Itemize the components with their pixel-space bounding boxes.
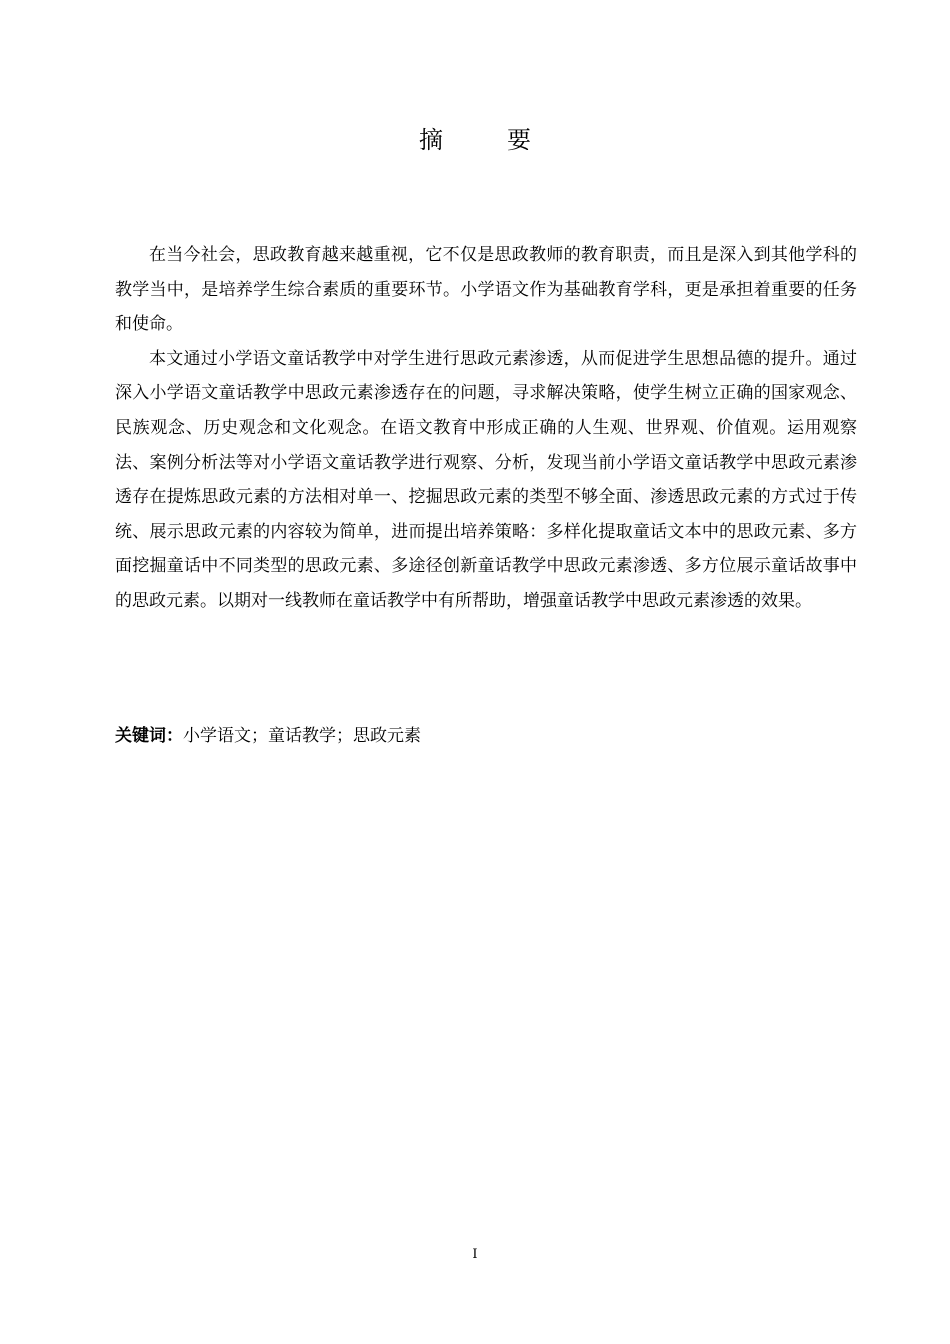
keywords-value: 小学语文；童话教学；思政元素 — [183, 726, 421, 746]
keywords-line — [115, 719, 857, 753]
page-title: 摘 要 — [419, 126, 551, 154]
keywords-label: 关键词： — [115, 726, 183, 746]
abstract-paragraph-1: 在当今社会，思政教育越来越重视，它不仅是思政教师的教育职责，而且是深入到其他学科的教学当中，是培养学生综合素质的重要环节。小学语文作为基础教育学科，更是承担着重要的任务和使命。 — [115, 245, 857, 335]
abstract-paragraph-2: 本文通过小学语文童话教学中对学生进行思政元素渗透，从而促进学生思想品德的提升。通过深入小学语文童话教学中思政元素渗透存在的问题，寻求解决策略，使学生树立正确的国家观念、民族观念、历史观念和文化观念。在语文教育中形成正确的人生观、世界观、价值观。运用观察法、案例分析法等对小学语文童话教学进行观察、分析，发现当前小学语文童话教学中思政元素渗透存在提炼思政元素的方法相对单一、挖掘思政元素的类型不够全面、渗透思政元素的方式过于传统、展示思政元素的内容较为简单，进而提出培养策略：多样化提取童话文本中的思政元素、多方面挖掘童话中不同类型的思政元素、多途径创新童话教学中思政元素渗透、多方位展示童话故事中的思政元素。以期对一线教师在童话教学中有所帮助，增强童话教学中思政元素渗透的效果。 — [115, 348, 857, 611]
page-number: I — [472, 1247, 478, 1262]
abstract-body — [115, 238, 857, 619]
